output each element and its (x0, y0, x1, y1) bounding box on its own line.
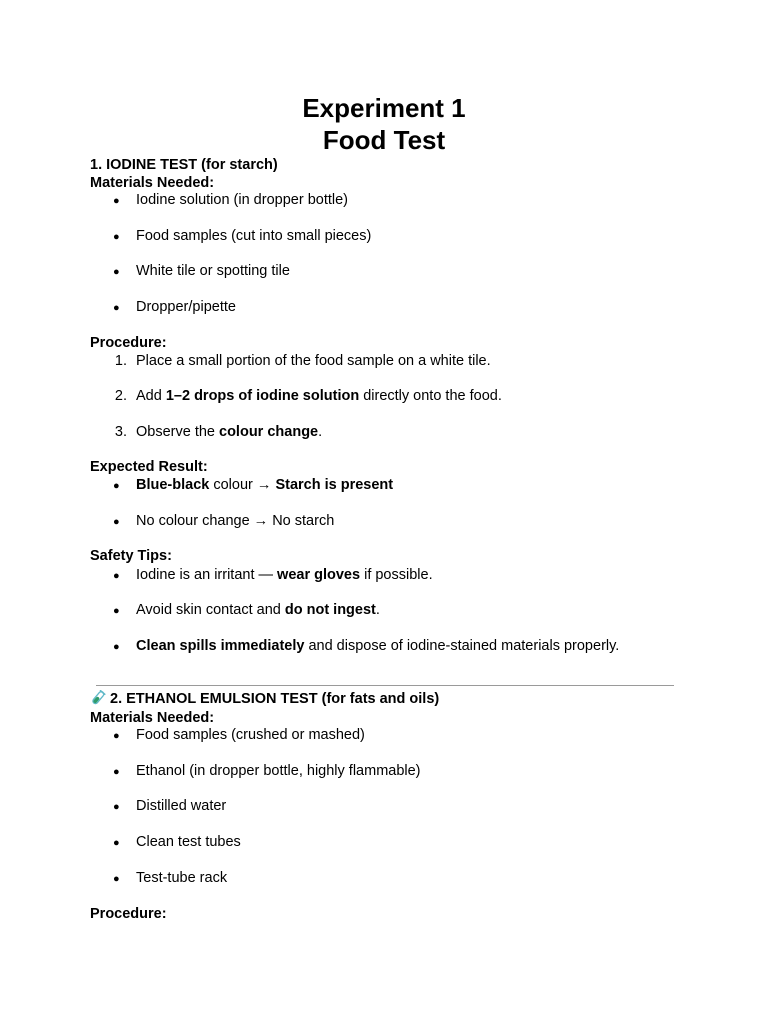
bullet: ● (113, 873, 120, 885)
bullet: ● (113, 266, 120, 278)
step-number: 1. (114, 353, 127, 369)
procedure-heading: Procedure: (90, 335, 167, 351)
bullet: ● (113, 516, 120, 528)
bullet: ● (113, 605, 120, 617)
procedure-step: Observe the colour change. (136, 424, 323, 440)
result-item: No colour change → No starch (136, 513, 335, 529)
result-item: Blue-black colour → Starch is present (136, 477, 394, 493)
procedure-step: Add 1–2 drops of iodine solution directly onto the food. (136, 388, 502, 404)
procedure-step: Place a small portion of the food sample on a white tile. (136, 353, 491, 369)
horizontal-rule (96, 685, 674, 686)
safety-item: Avoid skin contact and do not ingest. (136, 602, 380, 618)
list-item: White tile or spotting tile (136, 263, 290, 279)
section-heading-iodine: 1. IODINE TEST (for starch) (90, 157, 278, 173)
safety-item: Iodine is an irritant — wear gloves if possible. (136, 567, 433, 583)
section-heading-ethanol: 2. ETHANOL EMULSION TEST (for fats and oils) (90, 690, 439, 708)
bullet: ● (113, 195, 120, 207)
bullet: ● (113, 766, 120, 778)
list-item: Dropper/pipette (136, 299, 236, 315)
document-subtitle: Food Test (322, 125, 446, 155)
list-item: Food samples (cut into small pieces) (136, 228, 372, 244)
bullet: ● (113, 480, 120, 492)
list-item: Test-tube rack (136, 870, 228, 886)
bullet: ● (113, 641, 120, 653)
materials-heading: Materials Needed: (90, 710, 215, 726)
step-number: 2. (114, 388, 127, 404)
expected-result-heading: Expected Result: (90, 459, 208, 475)
bullet: ● (113, 730, 120, 742)
step-number: 3. (114, 424, 127, 440)
bullet: ● (113, 231, 120, 243)
list-item: Ethanol (in dropper bottle, highly flammable) (136, 763, 421, 779)
list-item: Clean test tubes (136, 834, 241, 850)
bullet: ● (113, 302, 120, 314)
list-item: Distilled water (136, 798, 227, 814)
test-tube-icon (90, 690, 106, 706)
safety-tips-heading: Safety Tips: (90, 548, 172, 564)
document-title: Experiment 1 (302, 93, 466, 123)
bullet: ● (113, 801, 120, 813)
bullet: ● (113, 837, 120, 849)
safety-item: Clean spills immediately and dispose of iodine-stained materials properly. (136, 638, 620, 654)
list-item: Food samples (crushed or mashed) (136, 727, 365, 743)
materials-heading: Materials Needed: (90, 175, 215, 191)
bullet: ● (113, 570, 120, 582)
list-item: Iodine solution (in dropper bottle) (136, 192, 348, 208)
procedure-heading: Procedure: (90, 906, 167, 922)
